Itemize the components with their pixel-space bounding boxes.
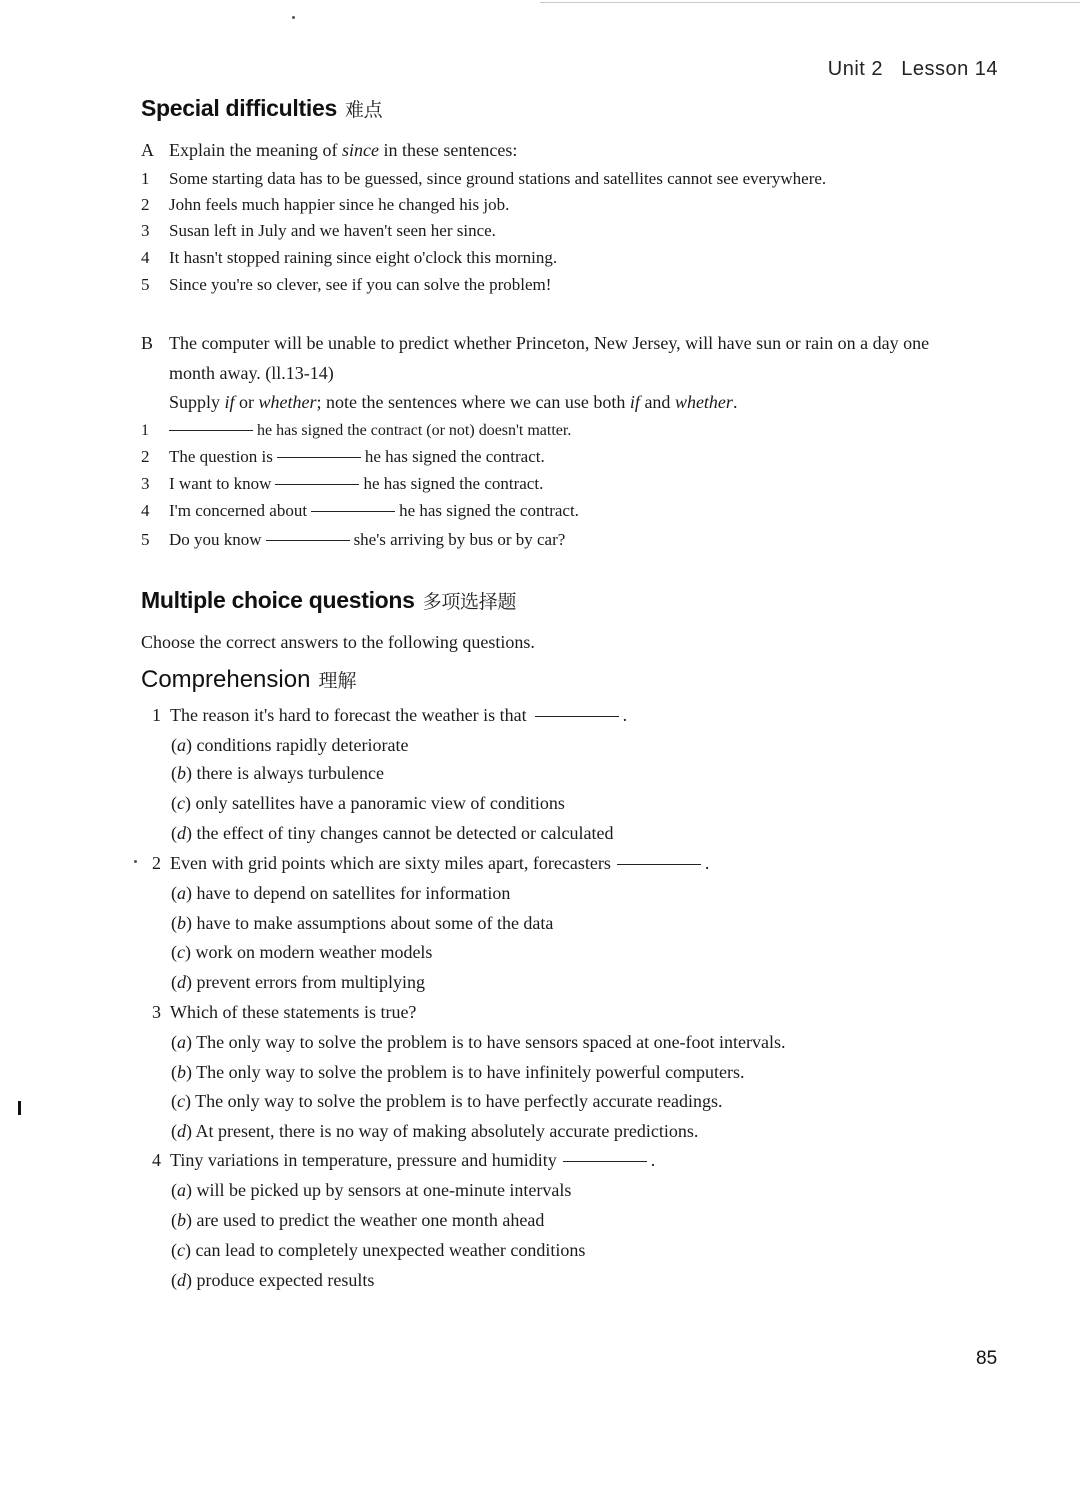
part-b-sentence-cont: month away. (ll.13-14): [169, 363, 334, 383]
header-lesson: Lesson 14: [901, 58, 998, 80]
answer-option[interactable]: (c) can lead to completely unexpected weather conditions: [171, 1240, 586, 1260]
part-b-item: 2 The question is he has signed the contract.: [141, 447, 545, 466]
answer-option[interactable]: (c) The only way to solve the problem is to have perfectly accurate readings.: [171, 1091, 723, 1111]
answer-option[interactable]: (c) only satellites have a panoramic view of conditions: [171, 793, 565, 813]
mcq-instruction: Choose the correct answers to the following questions.: [141, 632, 535, 652]
answer-option[interactable]: (c) work on modern weather models: [171, 942, 433, 962]
answer-blank[interactable]: [275, 483, 359, 485]
part-a-item: 1 Some starting data has to be guessed, since ground stations and satellites cannot see everywhere.: [141, 169, 827, 188]
part-b-item: 4 I'm concerned about he has signed the contract.: [141, 501, 579, 520]
part-b-sentence: B The computer will be unable to predict whether Princeton, New Jersey, will have sun or rain on a day one: [141, 333, 930, 353]
question-stem: 2 Even with grid points which are sixty miles apart, forecasters .: [152, 853, 710, 873]
part-a-item: 3 Susan left in July and we haven't seen her since.: [141, 221, 496, 240]
section-title-cn: 难点: [344, 99, 383, 121]
subsection-title-cn: 理解: [318, 670, 357, 692]
answer-option[interactable]: (a) conditions rapidly deteriorate: [171, 735, 409, 755]
section-title-special: [141, 95, 382, 122]
page-number: 85: [976, 1348, 998, 1369]
answer-option[interactable]: (d) prevent errors from multiplying: [171, 972, 425, 992]
running-header: [828, 58, 998, 81]
scan-speck: [292, 16, 295, 19]
answer-option[interactable]: (a) will be picked up by sensors at one-minute intervals: [171, 1180, 572, 1200]
question-stem: 4 Tiny variations in temperature, pressure and humidity .: [152, 1150, 656, 1170]
answer-option[interactable]: (b) are used to predict the weather one month ahead: [171, 1210, 545, 1230]
part-a-item: 4 It hasn't stopped raining since eight o'clock this morning.: [141, 248, 558, 267]
part-b-instruction: Supply if or whether; note the sentences where we can use both if and whether.: [169, 392, 738, 412]
part-b-item: 5 Do you know she's arriving by bus or by car?: [141, 530, 566, 549]
answer-option[interactable]: (b) there is always turbulence: [171, 763, 384, 783]
part-a-item: 2 John feels much happier since he changed his job.: [141, 195, 510, 214]
subsection-title-comprehension: Comprehension 理解: [141, 666, 357, 693]
answer-option[interactable]: (d) produce expected results: [171, 1270, 375, 1290]
part-b-item: 3 I want to know he has signed the contract.: [141, 474, 544, 493]
header-unit: Unit 2: [827, 58, 884, 80]
answer-option[interactable]: (b) The only way to solve the problem is to have infinitely powerful computers.: [171, 1062, 745, 1082]
section-title-text: Multiple choice questions: [141, 587, 415, 613]
answer-blank[interactable]: [617, 863, 701, 865]
scan-mark: [18, 1101, 21, 1115]
answer-blank[interactable]: [563, 1160, 647, 1162]
section-title-mcq: [141, 587, 516, 614]
part-a-instruction: A Explain the meaning of since in these sentences:: [141, 140, 518, 160]
answer-option[interactable]: (a) The only way to solve the problem is to have sensors spaced at one-foot intervals.: [171, 1032, 786, 1052]
answer-option[interactable]: (d) the effect of tiny changes cannot be detected or calculated: [171, 823, 614, 843]
scan-speck: [134, 860, 137, 863]
question-stem: 3 Which of these statements is true?: [152, 1002, 417, 1022]
section-title-text: Special difficulties: [141, 95, 337, 121]
since-word: since: [341, 140, 379, 160]
part-a-item: 5 Since you're so clever, see if you can solve the problem!: [141, 275, 552, 294]
part-b-letter: B: [141, 333, 154, 353]
answer-option[interactable]: (b) have to make assumptions about some of the data: [171, 913, 554, 933]
answer-option[interactable]: (d) At present, there is no way of making absolutely accurate predictions.: [171, 1121, 699, 1141]
scan-edge-line: [540, 2, 1080, 3]
question-stem: 1 The reason it's hard to forecast the weather is that .: [152, 705, 628, 725]
answer-blank[interactable]: [277, 456, 361, 458]
answer-option[interactable]: (a) have to depend on satellites for information: [171, 883, 511, 903]
answer-blank[interactable]: [266, 539, 350, 541]
part-b-item: 1 he has signed the contract (or not) doesn't matter.: [141, 422, 572, 439]
answer-blank[interactable]: [169, 429, 253, 431]
part-a-letter: A: [141, 140, 154, 160]
answer-blank[interactable]: [311, 510, 395, 512]
section-title-cn: 多项选择题: [422, 591, 517, 613]
answer-blank[interactable]: [535, 715, 619, 717]
